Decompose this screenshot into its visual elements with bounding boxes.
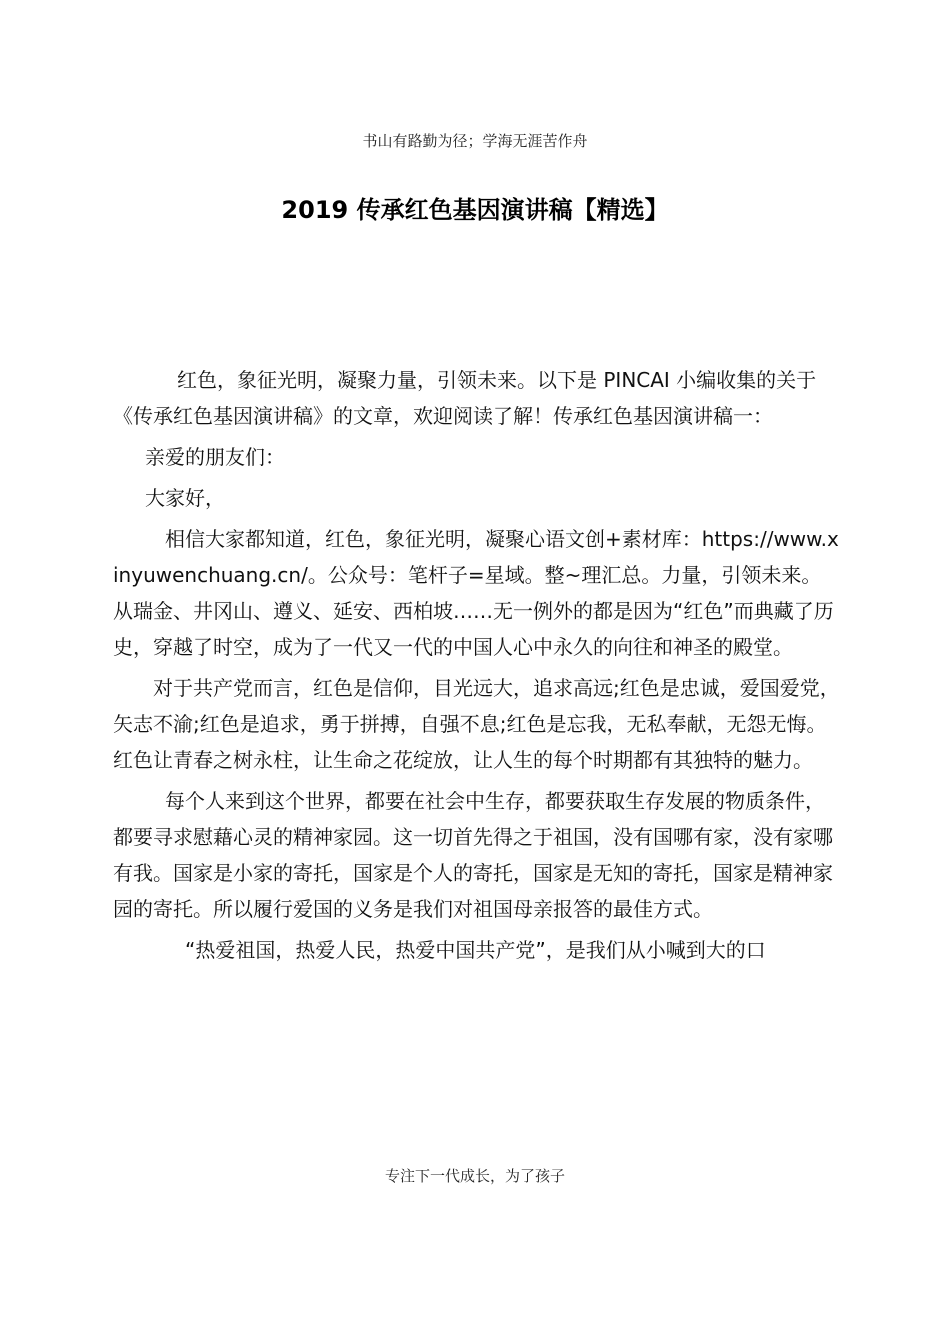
document-body — [113, 362, 841, 973]
paragraph-party-faith: 对于共产党而言，红色是信仰，目光远大，追求高远;红色是忠诚，爱国爱党，矢志不渝;红色是追求，勇于拼搏，自强不息;红色是忘我，无私奉献，无怨无悔。红色让青春之树永柱，让生命之花绽放，让人生的每个时期都有其独特的魅力。 — [113, 676, 840, 772]
paragraph-greeting: 大家好， — [145, 486, 225, 510]
paragraph-red-history: 相信大家都知道，红色，象征光明，凝聚心语文创+素材库：https://www.xinyuwenchuang.cn/。公众号：笔杆子=星域。整~理汇总。力量，引领未来。从瑞金、井冈山、遵义、延安、西柏坡……无一例外的都是因为“红色”而典藏了历史，穿越了时空，成为了一代又一代的中国人心中永久的向往和神圣的殿堂。 — [113, 527, 839, 659]
page-header-motto: 书山有路勤为径；学海无涯苦作舟 — [362, 132, 588, 150]
paragraph-intro: 红色，象征光明，凝聚力量，引领未来。以下是 PINCAI 小编收集的关于《传承红色基因演讲稿》的文章，欢迎阅读了解！传承红色基因演讲稿一： — [113, 368, 817, 428]
page-footer-slogan: 专注下一代成长，为了孩子 — [384, 1167, 565, 1185]
paragraph-motherland: 每个人来到这个世界，都要在社会中生存，都要获取生存发展的物质条件，都要寻求慰藉心灵的精神家园。这一切首先得之于祖国，没有国哪有家，没有家哪有我。国家是小家的寄托，国家是个人的寄托，国家是无知的寄托，国家是精神家园的寄托。所以履行爱国的义务是我们对祖国母亲报答的最佳方式。 — [113, 789, 833, 921]
document-title: 2019 传承红色基因演讲稿【精选】 — [281, 196, 669, 224]
paragraph-love-country: “热爱祖国，热爱人民，热爱中国共产党”，是我们从小喊到大的口 — [185, 938, 766, 962]
paragraph-salutation: 亲爱的朋友们： — [145, 445, 285, 469]
